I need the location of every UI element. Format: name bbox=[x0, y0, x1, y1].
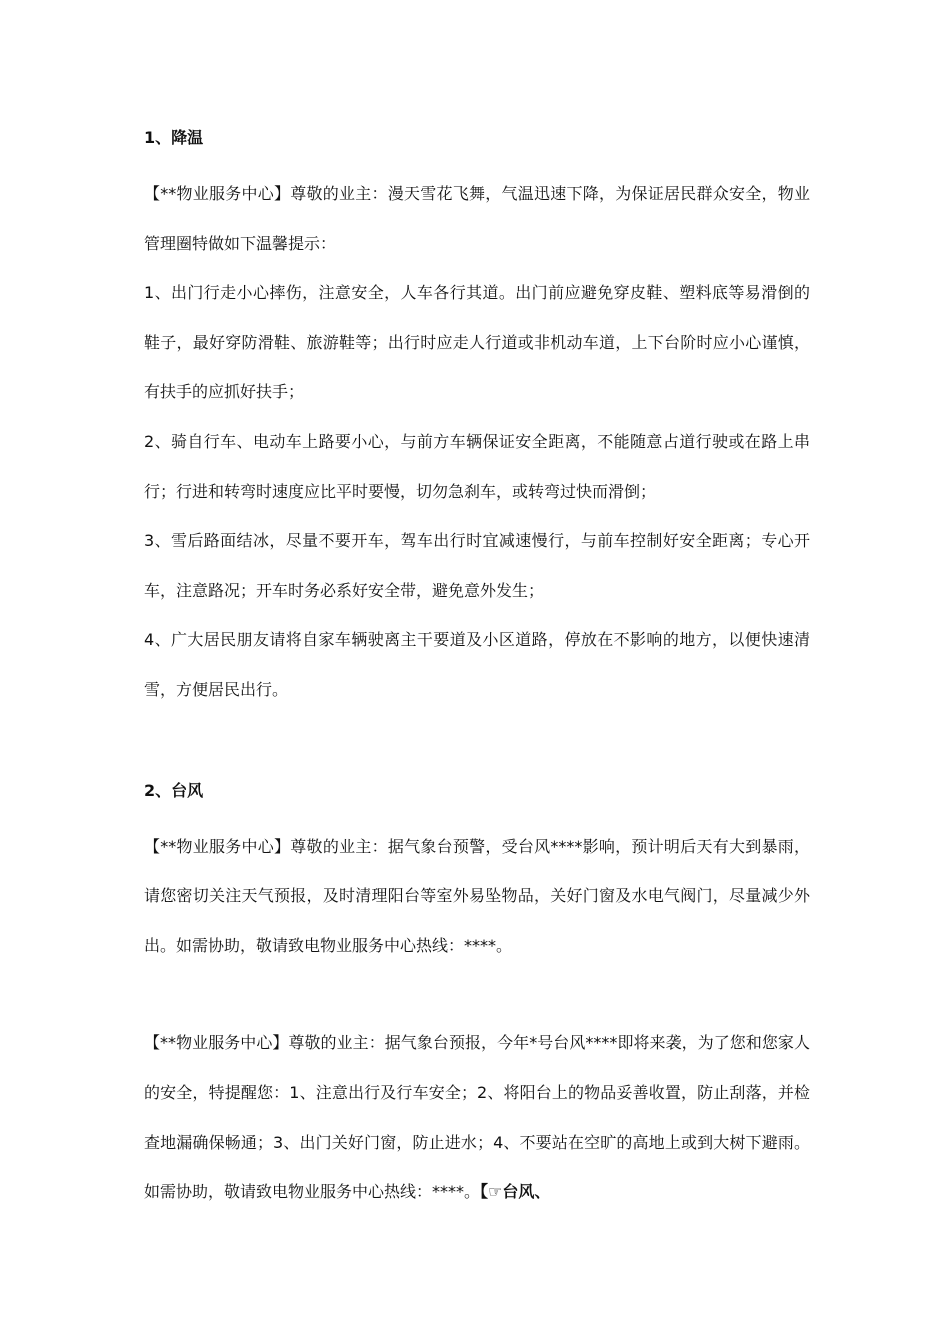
typhoon-notice-2 bbox=[144, 1018, 810, 1216]
section-title-typhoon: 2、台风 bbox=[144, 780, 204, 800]
paragraph-spacer bbox=[144, 970, 810, 1018]
section-title-cooling: 1、降温 bbox=[144, 128, 204, 147]
typhoon-notice-1: 【**物业服务中心】尊敬的业主：据气象台预警，受台风****影响，预计明后天有大到暴雨，请您密切关注天气预报，及时清理阳台等室外易坠物品，关好门窗及水电气阀门，尽量减少外出。如需协助，敬请致电物业服务中心热线：****。 bbox=[144, 836, 810, 955]
cooling-tip-2: 2、骑自行车、电动车上路要小心，与前方车辆保证安全距离，不能随意占道行驶或在路上串行；行进和转弯时速度应比平时要慢，切勿急刹车，或转弯过快而滑倒； bbox=[144, 431, 810, 501]
document-body bbox=[144, 120, 810, 1217]
section-spacer bbox=[144, 715, 810, 773]
typhoon-notice-2-text: 【**物业服务中心】尊敬的业主：据气象台预报，今年*号台风****即将来袭，为了您和您家人的安全，特提醒您：1、注意出行及行车安全；2、将阳台上的物品妥善收置，防止刮落，并检查地漏确保畅通；3、出门关好门窗，防止进水；4、不要站在空旷的高地上或到大树下避雨。如需协助，敬请致电物业服务中心热线：****。 bbox=[144, 1033, 810, 1202]
cooling-tip-1: 1、出门行走小心摔伤，注意安全，人车各行其道。出门前应避免穿皮鞋、塑料底等易滑倒的鞋子，最好穿防滑鞋、旅游鞋等；出行时应走人行道或非机动车道，上下台阶时应小心谨慎，有扶手的应抓好扶手； bbox=[144, 283, 810, 402]
cooling-notice-intro: 【**物业服务中心】尊敬的业主：漫天雪花飞舞，气温迅速下降，为保证居民群众安全，物业管理圈特做如下温馨提示： bbox=[144, 184, 810, 253]
typhoon-notice-2-bold-tail: 【☞台风、 bbox=[480, 1182, 551, 1202]
cooling-tip-4: 4、广大居民朋友请将自家车辆驶离主干要道及小区道路，停放在不影响的地方，以便快速清雪，方便居民出行。 bbox=[144, 630, 810, 699]
cooling-tip-3: 3、雪后路面结冰，尽量不要开车，驾车出行时宜减速慢行，与前车控制好安全距离；专心开车，注意路况；开车时务必系好安全带，避免意外发生； bbox=[144, 531, 810, 600]
